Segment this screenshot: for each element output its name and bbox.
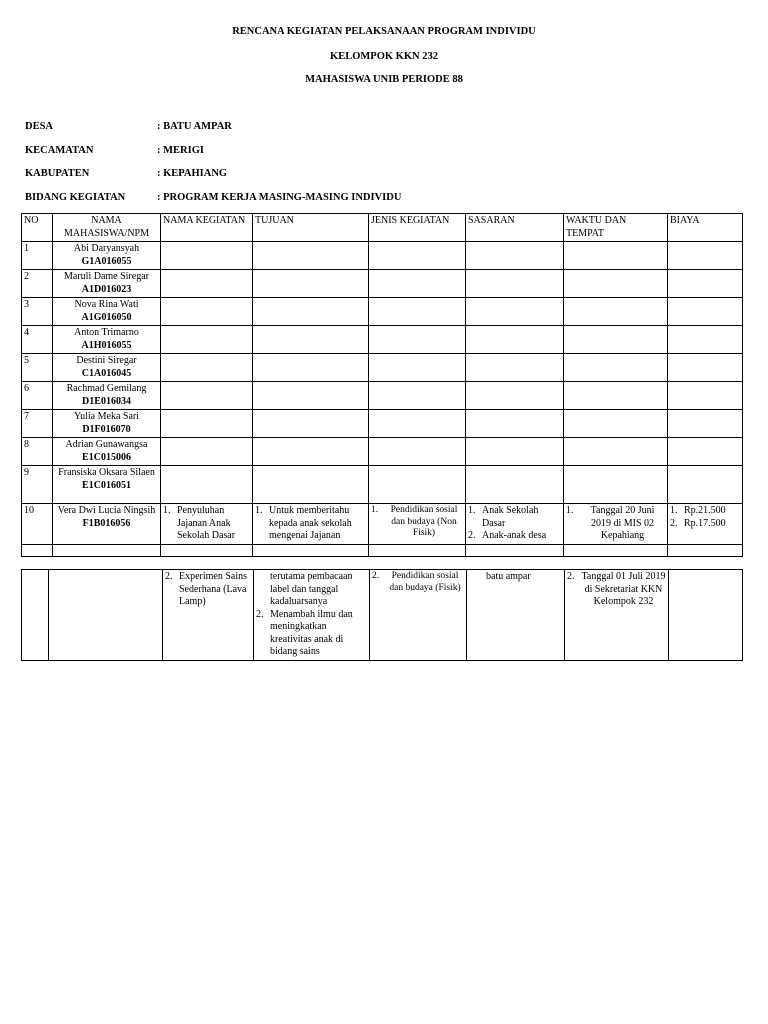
row-no: 2 (22, 270, 53, 298)
cell-waktu-tempat (565, 570, 669, 661)
document-subtitle-group: KELOMPOK KKN 232 (330, 51, 438, 62)
table-row (22, 298, 743, 326)
list-number: 2. (468, 530, 476, 541)
student-name: Maruli Dame Siregar (64, 271, 149, 282)
student-npm: G1A016055 (81, 255, 132, 267)
row-student (53, 410, 161, 438)
table-row (22, 354, 743, 382)
document-title: RENCANA KEGIATAN PELAKSANAAN PROGRAM INDIVIDU (232, 26, 536, 37)
student-npm: E1C016051 (82, 479, 131, 491)
student-npm: E1C015006 (82, 451, 131, 463)
list-number: 2. (165, 571, 173, 582)
header-no: NO (22, 214, 53, 242)
header-nama-mahasiswa: NAMA MAHASISWA/NPM (53, 214, 161, 242)
empty-cell (253, 326, 369, 354)
tujuan-text: Menambah ilmu dan meningkatkan kreativitas anak di bidang sains (270, 608, 353, 657)
empty-cell (466, 382, 564, 410)
empty-cell (369, 354, 466, 382)
student-npm: A1G016050 (81, 311, 132, 323)
table-row (22, 270, 743, 298)
document-subtitle-period: MAHASISWA UNIB PERIODE 88 (305, 74, 463, 85)
student-npm: C1A016045 (81, 367, 132, 379)
meta-kecamatan-label: KECAMATAN (25, 145, 94, 156)
cell-jenis-kegiatan (369, 504, 466, 545)
row-no: 10 (22, 504, 53, 545)
empty-cell (564, 242, 668, 270)
row-student (53, 242, 161, 270)
empty-cell (369, 270, 466, 298)
row-no: 6 (22, 382, 53, 410)
waktu-text: Tanggal 20 Juni 2019 di MIS 02 Kepahiang (590, 505, 655, 541)
empty-cell (466, 298, 564, 326)
empty-cell (668, 410, 743, 438)
header-biaya: BIAYA (668, 214, 743, 242)
cell-biaya (669, 570, 743, 661)
empty-cell (253, 410, 369, 438)
sasaran-text: Anak-anak desa (482, 530, 547, 541)
tujuan-text: Untuk memberitahu kepada anak sekolah mengenai Jajanan (269, 505, 352, 541)
empty-cell (668, 326, 743, 354)
meta-bidang-value: : PROGRAM KERJA MASING-MASING INDIVIDU (157, 192, 402, 203)
empty-cell (564, 382, 668, 410)
row-student (53, 504, 161, 545)
table-row (22, 242, 743, 270)
empty-cell (668, 438, 743, 466)
meta-kabupaten-value: : KEPAHIANG (157, 168, 228, 179)
table-header-row (22, 214, 743, 242)
empty-cell (668, 466, 743, 504)
student-name: Fransiska Oksara Silaen (58, 467, 155, 478)
student-name: Yulia Meka Sari (74, 411, 139, 422)
empty-cell (564, 326, 668, 354)
empty-cell (161, 438, 253, 466)
empty-cell (564, 270, 668, 298)
cell-no (22, 570, 49, 661)
cell-nama-kegiatan (161, 504, 253, 545)
empty-cell (161, 466, 253, 504)
kegiatan-text: Penyuluhan Jajanan Anak Sekolah Dasar (177, 505, 236, 541)
student-name: Nova Rina Wati (74, 299, 139, 310)
empty-cell (253, 354, 369, 382)
table-row (22, 466, 743, 504)
header-tujuan: TUJUAN (253, 214, 369, 242)
row-student (53, 438, 161, 466)
jenis-text: Pendidikan sosial dan budaya (Fisik) (389, 571, 461, 593)
empty-cell (668, 298, 743, 326)
empty-cell (564, 438, 668, 466)
empty-cell (253, 382, 369, 410)
empty-cell (161, 354, 253, 382)
empty-cell (253, 438, 369, 466)
cell-student (49, 570, 163, 661)
student-npm: A1D016023 (81, 283, 132, 295)
empty-cell (369, 438, 466, 466)
empty-cell (161, 298, 253, 326)
row-no: 1 (22, 242, 53, 270)
waktu-text: Tanggal 01 Juli 2019 di Sekretariat KKN Kelompok 232 (581, 571, 666, 607)
header-sasaran: SASARAN (466, 214, 564, 242)
empty-cell (466, 466, 564, 504)
row-no: 8 (22, 438, 53, 466)
empty-cell (253, 270, 369, 298)
empty-cell (466, 438, 564, 466)
empty-cell (253, 242, 369, 270)
row-no: 7 (22, 410, 53, 438)
row-student (53, 326, 161, 354)
table-row-empty (22, 545, 743, 557)
program-table-continuation (21, 569, 743, 661)
empty-cell (253, 298, 369, 326)
student-npm: F1B016056 (82, 517, 131, 529)
table-row (22, 326, 743, 354)
header-nama-kegiatan: NAMA KEGIATAN (161, 214, 253, 242)
meta-kabupaten-label: KABUPATEN (25, 168, 90, 179)
biaya-text: Rp.17.500 (684, 517, 726, 529)
empty-cell (466, 270, 564, 298)
student-name: Abi Daryansyah (73, 243, 140, 254)
header-jenis-kegiatan: JENIS KEGIATAN (369, 214, 466, 242)
empty-cell (564, 466, 668, 504)
cell-waktu-tempat (564, 504, 668, 545)
empty-cell (253, 466, 369, 504)
student-name: Vera Dwi Lucia Ningsih (57, 505, 156, 516)
cell-jenis-kegiatan (370, 570, 467, 661)
cell-sasaran (466, 504, 564, 545)
empty-cell (369, 326, 466, 354)
empty-cell (466, 326, 564, 354)
cell-nama-kegiatan (163, 570, 254, 661)
cell-biaya (668, 504, 743, 545)
empty-cell (668, 270, 743, 298)
empty-cell (161, 326, 253, 354)
list-number: 2. (567, 571, 575, 582)
sasaran-text: Anak Sekolah Dasar (482, 505, 539, 529)
list-number: 2. (256, 608, 264, 620)
list-number: 2. (372, 571, 380, 581)
student-name: Anton Trimarno (74, 327, 139, 338)
empty-cell (668, 242, 743, 270)
empty-cell (564, 298, 668, 326)
table-row (22, 410, 743, 438)
empty-cell (668, 354, 743, 382)
empty-cell (161, 270, 253, 298)
jenis-text: Pendidikan sosial dan budaya (Non Fisik) (390, 505, 458, 538)
empty-cell (466, 354, 564, 382)
table-row (22, 570, 743, 661)
row-student (53, 382, 161, 410)
table-row (22, 382, 743, 410)
list-number: 1. (255, 505, 263, 516)
tujuan-continued-text: terutama pembacaan label dan tanggal kadaluarsanya (270, 571, 353, 607)
student-name: Adrian Gunawangsa (65, 439, 148, 450)
empty-cell (369, 382, 466, 410)
cell-tujuan (254, 570, 370, 661)
empty-cell (161, 382, 253, 410)
list-number: 1. (371, 505, 379, 515)
meta-kecamatan-value: : MERIGI (157, 145, 204, 156)
table-row (22, 504, 743, 545)
row-student (53, 466, 161, 504)
student-npm: D1F016070 (82, 423, 131, 435)
empty-cell (369, 410, 466, 438)
empty-cell (466, 242, 564, 270)
sasaran-continued-text: batu ampar (486, 571, 531, 582)
header-waktu-tempat: WAKTU DAN TEMPAT (564, 214, 668, 242)
empty-cell (564, 354, 668, 382)
meta-bidang-label: BIDANG KEGIATAN (25, 192, 126, 203)
row-no: 5 (22, 354, 53, 382)
list-number: 1. (163, 505, 171, 516)
student-name: Rachmad Gemilang (66, 383, 147, 394)
student-npm: D1E016034 (82, 395, 131, 407)
program-table (21, 213, 743, 557)
empty-cell (369, 298, 466, 326)
empty-cell (466, 410, 564, 438)
row-student (53, 270, 161, 298)
empty-cell (161, 410, 253, 438)
table-row (22, 438, 743, 466)
meta-desa-value: : BATU AMPAR (157, 121, 232, 132)
biaya-text: Rp.21.500 (684, 505, 726, 516)
empty-cell (668, 382, 743, 410)
row-no: 4 (22, 326, 53, 354)
student-npm: A1H016055 (81, 339, 132, 351)
cell-sasaran (467, 570, 565, 661)
kegiatan-text: Experimen Sains Sederhana (Lava Lamp) (179, 571, 248, 607)
empty-cell (369, 466, 466, 504)
cell-tujuan (253, 504, 369, 545)
empty-cell (564, 410, 668, 438)
student-name: Destini Siregar (76, 355, 137, 366)
meta-desa-label: DESA (25, 121, 54, 132)
list-number: 2. (670, 517, 678, 529)
row-no: 3 (22, 298, 53, 326)
row-student (53, 354, 161, 382)
list-number: 1. (670, 505, 678, 516)
list-number: 1. (468, 505, 476, 516)
empty-cell (161, 242, 253, 270)
list-number: 1. (566, 505, 574, 516)
empty-cell (369, 242, 466, 270)
row-no: 9 (22, 466, 53, 504)
row-student (53, 298, 161, 326)
